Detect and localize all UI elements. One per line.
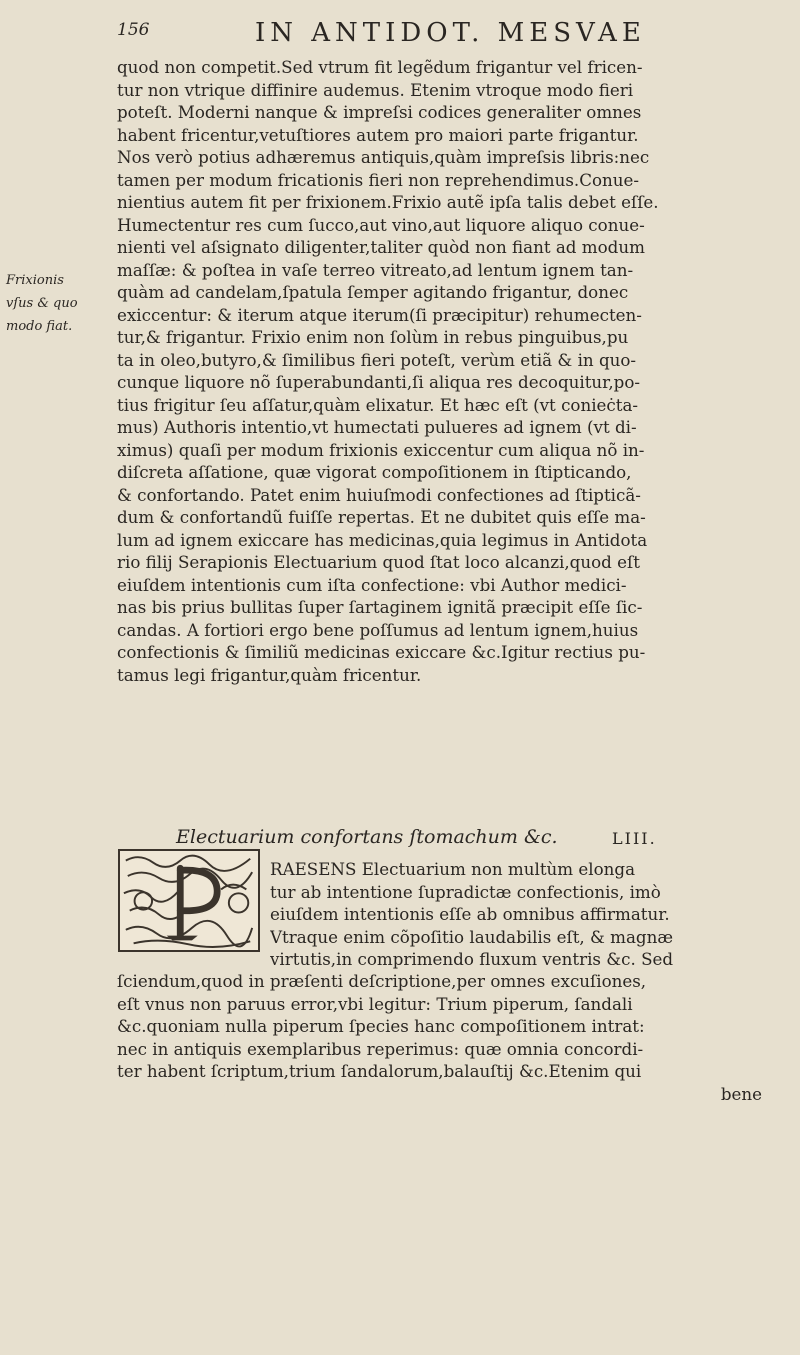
text-line: dum & confortandũ fuiſſe repertas. Et ne dubitet quis eſſe ma-	[117, 507, 646, 527]
text-line: mus) Authoris intentio,vt humectati pulueres ad ignem (vt di-	[117, 417, 637, 437]
running-title: IN ANTIDOT. MESVAE	[255, 18, 646, 48]
page-number: 156	[117, 20, 150, 40]
text-line: eiuſdem intentionis cum iſta confectione: vbi Author medici-	[117, 574, 627, 595]
text-line: lum ad ignem exiccare has medicinas,quia legimus in Antidota	[117, 529, 648, 550]
text-line: cunque liquore nõ ſuperabundanti,ſi aliqua res decoquitur,po-	[117, 372, 640, 392]
text-line: ximus) quaſi per modum frixionis exiccentur cum aliqua nõ in-	[117, 439, 645, 460]
text-line: eſt vnus non paruus error,vbi legitur: Trium piperum, ſandali	[117, 993, 633, 1014]
text-line: Nos verò potius adhæremus antiquis,quàm impreſsis libris:nec	[117, 147, 650, 167]
text-line: candas. A fortiori ergo bene poſſumus ad lentum ignem,huius	[117, 619, 639, 640]
text-line: diſcreta aſſatione, quæ vigorat compoſitionem in ſtipticando,	[117, 462, 632, 482]
section-text-wide	[117, 970, 766, 1105]
running-head	[0, 18, 800, 58]
text-line: rio filij Serapionis Electuarium quod ſtat loco alcanzi,quod eſt	[117, 552, 640, 572]
catchword: bene	[720, 1083, 762, 1104]
text-line: nienti vel aſsignato diligenter,taliter quòd non fiant ad modum	[117, 237, 645, 257]
text-line: virtutis,in comprimendo fluxum ventris &c. Sed	[270, 949, 674, 969]
text-line: quod non competit.Sed vtrum fit legẽdum frigantur vel fricen-	[117, 57, 643, 77]
text-line: Vtraque enim cõpoſitio laudabilis eſt, & magnæ	[270, 926, 674, 947]
margin-note-line: Frixionis	[6, 273, 64, 288]
text-line: maſſæ: & poſtea in vaſe terreo vitreato,ad lentum ignem tan-	[117, 259, 634, 280]
text-line: tur non vtrique diffinire audemus. Etenim vtroque modo fieri	[117, 79, 634, 100]
text-line: Humectentur res cum ſucco,aut vino,aut liquore aliquo conue-	[117, 214, 645, 235]
text-line: ſciendum,quod in præſenti deſcriptione,per omnes excuſiones,	[117, 971, 647, 991]
woodcut-ornament-icon	[120, 851, 258, 950]
margin-note	[6, 269, 114, 338]
main-text-block	[117, 56, 764, 686]
section-title: Electuarium confortans ſtomachum &c.	[176, 826, 558, 848]
text-line: ter habent ſcriptum,trium ſandalorum,balauſtij &c.Etenim qui	[117, 1061, 642, 1081]
text-line: eiuſdem intentionis eſſe ab omnibus affirmatur.	[270, 904, 670, 924]
text-line: nec in antiquis exemplaribus reperimus: quæ omnia concordi-	[117, 1038, 644, 1059]
text-line: tamen per modum fricationis fieri non reprehendimus.Conue-	[117, 169, 640, 190]
margin-note-line: vſus & quo	[6, 296, 78, 311]
section-number: LIII.	[612, 829, 657, 848]
text-line: habent fricentur,vetuſtiores autem pro maiori parte frigantur.	[117, 124, 639, 145]
text-line: & confortando. Patet enim huiuſmodi confectiones ad ſtipticã-	[117, 484, 641, 505]
margin-note-line: modo fiat.	[6, 319, 73, 334]
text-line: RAESENS Electuarium non multùm elonga	[270, 859, 636, 879]
text-line: quàm ad candelam,ſpatula ſemper agitando frigantur, donec	[117, 282, 629, 302]
text-line: confectionis & ſimiliũ medicinas exiccare &c.Igitur rectius pu-	[117, 642, 646, 662]
text-line: ta in oleo,butyro,& ſimilibus fieri poteſt, verùm etiã & in quo-	[117, 349, 637, 370]
decorative-initial-p	[118, 849, 260, 952]
text-line: nientius autem fit per frixionem.Frixio autẽ ipſa talis debet eſſe.	[117, 192, 659, 212]
text-line: tamus legi frigantur,quàm fricentur.	[117, 664, 422, 685]
text-line: tur,& frigantur. Frixio enim non ſolùm in rebus pinguibus,pu	[117, 327, 629, 347]
text-line: tius frigitur ſeu aſſatur,quàm elixatur. Et hæc eſt (vt conieċta-	[117, 394, 639, 415]
section-heading	[176, 826, 766, 848]
text-line: tur ab intentione ſupradictæ confectionis, imò	[270, 881, 661, 902]
section-text-narrow	[270, 858, 766, 971]
text-line: exiccentur: & iterum atque iterum(ſi præcipitur) rehumecten-	[117, 304, 642, 325]
text-line: &c.quoniam nulla piperum ſpecies hanc compoſitionem intrat:	[117, 1016, 645, 1036]
text-line: nas bis prius bullitas ſuper ſartaginem ignitã præcipit eſſe ſic-	[117, 597, 643, 617]
text-line: poteſt. Moderni nanque & impreſsi codices generaliter omnes	[117, 102, 642, 122]
